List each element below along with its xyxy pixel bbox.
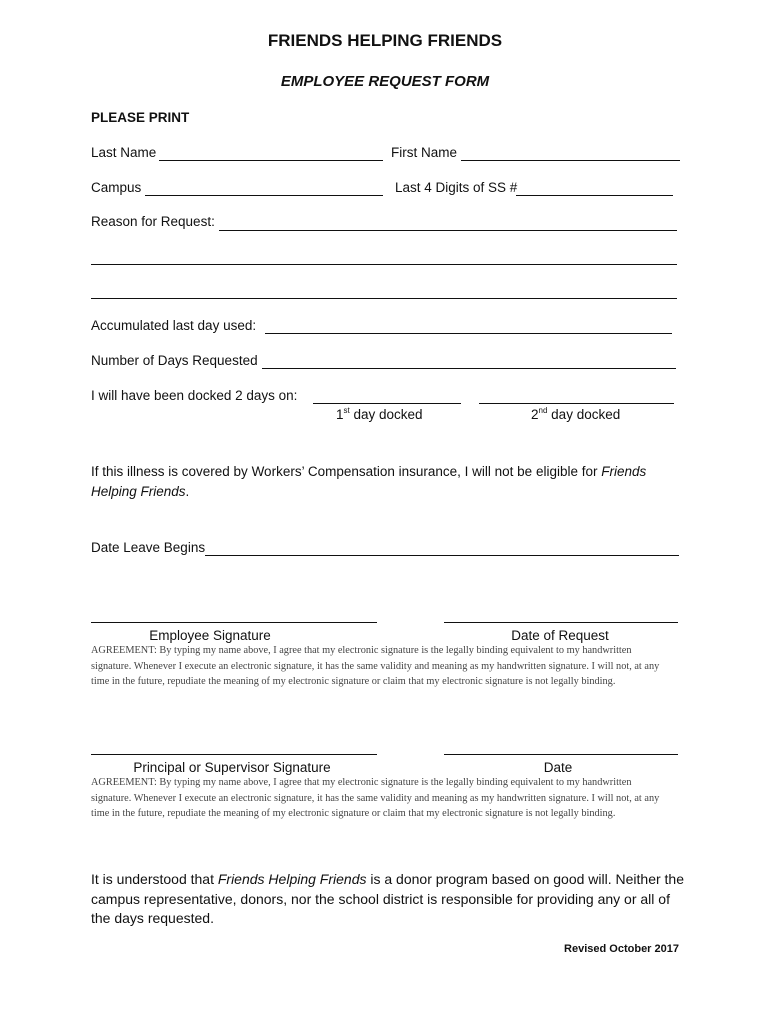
ss-digits-field[interactable] [516, 195, 673, 196]
principal-signature-field[interactable] [91, 754, 377, 755]
principal-date-field[interactable] [444, 754, 678, 755]
employee-signature-label: Employee Signature [149, 628, 271, 643]
date-of-request-label: Date of Request [511, 628, 609, 643]
date-leave-field[interactable] [205, 555, 679, 556]
docked-day-2-caption: 2nd day docked [531, 406, 621, 422]
last-name-label: Last Name [91, 145, 157, 160]
principal-signature-label: Principal or Supervisor Signature [133, 760, 331, 775]
please-print-label: PLEASE PRINT [91, 110, 190, 125]
reason-label: Reason for Request: [91, 214, 215, 229]
docked-day-2-field[interactable] [479, 403, 674, 404]
reason-field[interactable] [219, 230, 677, 231]
docked-day-1-field[interactable] [313, 403, 461, 404]
revised-date: Revised October 2017 [564, 943, 679, 955]
reason-line-2[interactable] [91, 264, 677, 265]
date-leave-label: Date Leave Begins [91, 540, 206, 555]
employee-signature-field[interactable] [91, 622, 377, 623]
ss-digits-label: Last 4 Digits of SS # [395, 180, 518, 195]
first-name-field[interactable] [461, 160, 680, 161]
accumulated-label: Accumulated last day used: [91, 318, 257, 333]
agreement-text-principal: AGREEMENT: By typing my name above, I agree that my electronic signature is the legally binding equivalent to my handwritten signature. Whenever I execute an electronic signature, it has the same validity and meaning as my handwritten signature. I will not, at any time in the future, repudiate the meaning of my electronic signature or claim that my electronic signature is not legally binding. [91, 777, 660, 819]
form-subtitle: EMPLOYEE REQUEST FORM [280, 73, 490, 90]
accumulated-field[interactable] [265, 333, 672, 334]
workers-comp-notice: If this illness is covered by Workers’ Compensation insurance, I will not be eligible for Friends Helping Friends. [91, 464, 647, 499]
campus-field[interactable] [145, 195, 383, 196]
agreement-text-employee: AGREEMENT: By typing my name above, I agree that my electronic signature is the legally binding equivalent to my handwritten signature. Whenever I execute an electronic signature, it has the same validity and meaning as my handwritten signature. I will not, at any time in the future, repudiate the meaning of my electronic signature or claim that my electronic signature is not legally binding. [91, 645, 660, 687]
docked-day-1-caption: 1st day docked [336, 406, 423, 422]
principal-date-label: Date [543, 760, 573, 775]
last-name-field[interactable] [159, 160, 383, 161]
first-name-label: First Name [391, 145, 458, 160]
docked-label: I will have been docked 2 days on: [91, 388, 298, 403]
days-requested-label: Number of Days Requested [91, 353, 258, 368]
days-requested-field[interactable] [262, 368, 676, 369]
date-of-request-field[interactable] [444, 622, 678, 623]
campus-label: Campus [91, 180, 142, 195]
form-title: FRIENDS HELPING FRIENDS [267, 31, 503, 50]
reason-line-3[interactable] [91, 298, 677, 299]
disclaimer-paragraph: It is understood that Friends Helping Friends is a donor program based on good will. Neither the campus representative, donors, nor the school district is responsible for providing any or all of the days requested. [91, 871, 684, 926]
